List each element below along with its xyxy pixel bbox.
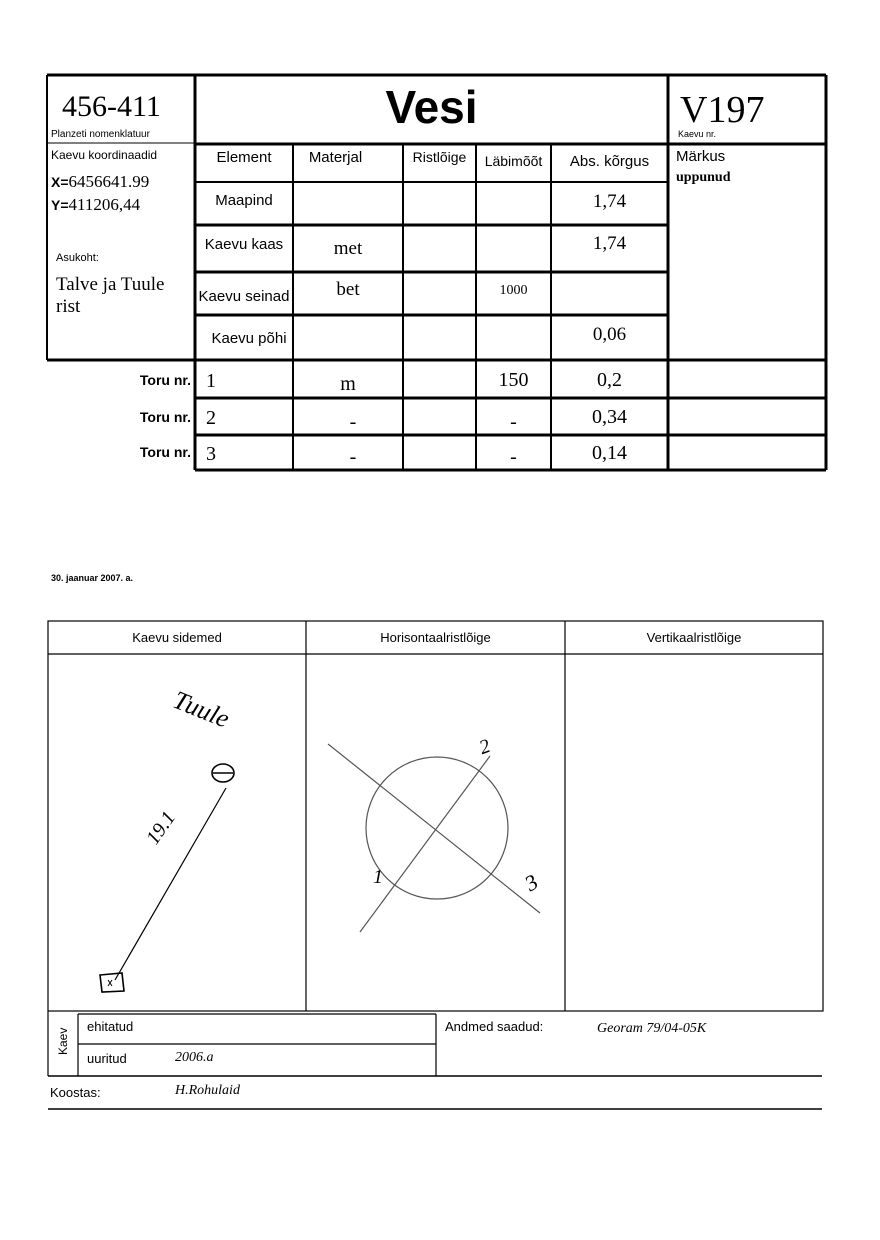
well-number: V197 <box>680 89 765 131</box>
pipe-label: Toru nr. <box>139 372 191 388</box>
kaev-label: Kaev <box>56 1027 70 1055</box>
y-label: Y= <box>51 197 69 213</box>
distance-label: 19.1 <box>142 807 181 849</box>
location-line-2: rist <box>56 296 81 317</box>
pipe-material: - <box>349 410 357 433</box>
location-label: Asukoht: <box>56 252 99 264</box>
x-value: 6456641.99 <box>68 172 150 191</box>
row-element-label: Kaevu seinad <box>198 287 290 305</box>
header-grid <box>0 0 880 480</box>
pipe-abs: 0,14 <box>592 441 627 464</box>
row-abs-value: 0,06 <box>592 324 627 345</box>
pipe-number: 1 <box>206 370 216 392</box>
x-label: X= <box>51 174 69 190</box>
row-material-value: met <box>333 238 363 259</box>
pipe-diameter: - <box>510 410 517 433</box>
pipe-label: Toru nr. <box>139 444 191 460</box>
x-coordinate <box>51 172 149 192</box>
sheet-label: Planzeti nomenklatuur <box>51 129 150 140</box>
row-material-value: bet <box>336 279 360 300</box>
street-label: Tuule <box>169 685 234 734</box>
row-diameter-value: 1000 <box>499 283 528 298</box>
panel-title-vertical: Vertikaalristlõige <box>646 630 742 645</box>
pipe-material: - <box>349 445 357 468</box>
pipe-label-2: 2 <box>476 734 494 760</box>
pipe-label-3: 3 <box>520 868 543 897</box>
y-coordinate <box>51 195 140 215</box>
document-date: 30. jaanuar 2007. a. <box>51 573 134 583</box>
well-label: Kaevu nr. <box>678 129 717 139</box>
remarks-value: uppunud <box>676 170 731 185</box>
row-element-label: Kaevu põhi <box>211 329 287 347</box>
col-header-cross-section: Ristlõige <box>412 149 467 165</box>
tie-sketch <box>100 764 234 992</box>
panel-title-ties: Kaevu sidemed <box>132 630 222 645</box>
surveyed-value: 2006.a <box>175 1050 214 1065</box>
pipe-number: 2 <box>206 407 216 429</box>
sheet-number: 456-411 <box>62 90 161 123</box>
row-abs-value: 1,74 <box>592 233 627 254</box>
location-line-1: Talve ja Tuule <box>56 274 165 295</box>
author-value: H.Rohulaid <box>175 1083 240 1098</box>
data-source-label: Andmed saadud: <box>445 1019 544 1034</box>
coords-label: Kaevu koordinaadid <box>51 148 158 162</box>
pipe-material: m <box>340 372 356 395</box>
built-label: ehitatud <box>87 1019 134 1034</box>
pipe-diameter: - <box>510 445 517 468</box>
location-value <box>56 274 164 318</box>
col-header-diameter: Läbimõõt <box>484 153 543 169</box>
pipe-number: 3 <box>206 443 216 465</box>
data-source-value: Georam 79/04-05K <box>597 1021 707 1036</box>
y-value: 411206,44 <box>68 195 141 214</box>
surveyed-label: uuritud <box>87 1051 127 1066</box>
col-header-material: Materjal <box>308 148 363 166</box>
panel-title-horizontal: Horisontaalristlõige <box>380 630 491 645</box>
remarks-label: Märkus <box>676 148 726 165</box>
row-element-label: Maapind <box>215 191 273 209</box>
page-title: Vesi <box>385 81 478 133</box>
col-header-element: Element <box>216 148 272 166</box>
row-abs-value: 1,74 <box>592 191 627 212</box>
pipe-label-1: 1 <box>373 866 383 888</box>
author-label: Koostas: <box>50 1085 101 1100</box>
col-header-abs-height: Abs. kõrgus <box>569 152 650 170</box>
cross-section-sketch <box>328 744 540 932</box>
pipe-label: Toru nr. <box>139 409 191 425</box>
row-element-label: Kaevu kaas <box>204 235 284 253</box>
pipe-abs: 0,2 <box>597 368 622 391</box>
pipe-abs: 0,34 <box>592 405 627 428</box>
pipe-diameter: 150 <box>498 368 529 391</box>
